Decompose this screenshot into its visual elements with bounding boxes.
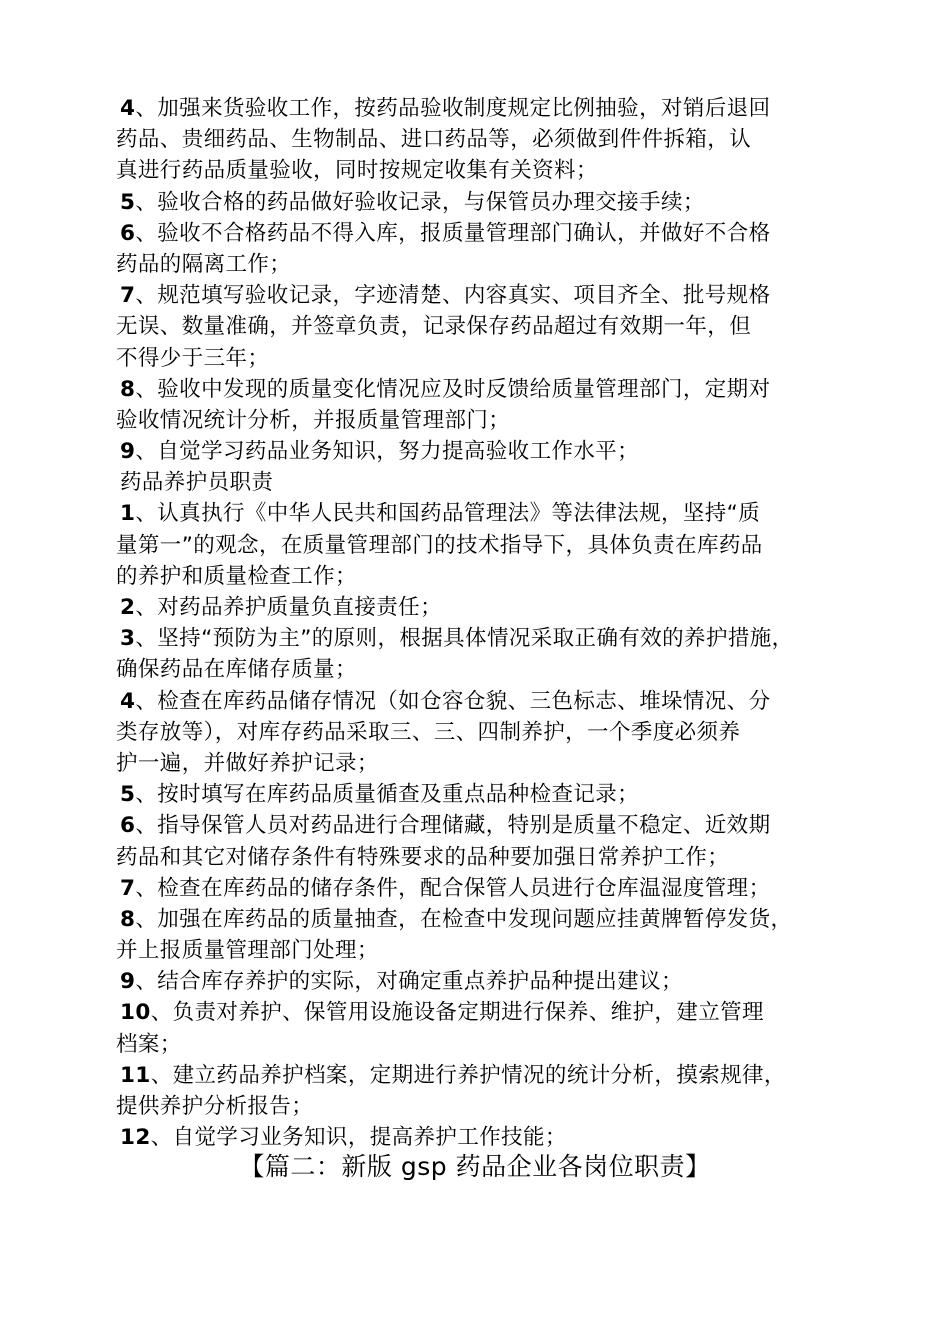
text-line bbox=[116, 1060, 856, 1091]
line-text: 、指导保管人员对药品进行合理储藏，特别是质量不稳定、近效期 bbox=[135, 813, 771, 839]
line-text: 不得少于三年； bbox=[116, 345, 270, 371]
text-line bbox=[116, 374, 856, 405]
item-number: 11 bbox=[120, 1062, 151, 1088]
item-number: 1 bbox=[120, 501, 136, 527]
text-line bbox=[116, 873, 856, 904]
item-number: 7 bbox=[120, 283, 136, 309]
item-number: 7 bbox=[120, 875, 136, 901]
line-text: 量第一”的观念，在质量管理部门的技术指导下，具体负责在库药品 bbox=[116, 532, 763, 558]
text-line bbox=[116, 935, 856, 966]
line-text: 并上报质量管理部门处理； bbox=[116, 938, 379, 964]
line-text: 、验收中发现的质量变化情况应及时反馈给质量管理部门，定期对 bbox=[135, 376, 771, 402]
line-text: 验收情况统计分析，并报质量管理部门； bbox=[116, 407, 511, 433]
text-line bbox=[116, 155, 856, 186]
line-text: 、加强来货验收工作，按药品验收制度规定比例抽验，对销后退回 bbox=[135, 96, 771, 121]
text-line bbox=[116, 561, 856, 592]
line-text: 、认真执行《中华人民共和国药品管理法》等法律法规，坚持“质 bbox=[135, 501, 761, 527]
text-line bbox=[116, 904, 856, 935]
line-text: 档案； bbox=[116, 1031, 182, 1057]
line-text: 药品和其它对储存条件有特殊要求的品种要加强日常养护工作； bbox=[116, 844, 730, 870]
line-text: 类存放等），对库存药品采取三、三、四制养护，一个季度必须养 bbox=[116, 719, 741, 745]
line-text: 、自觉学习药品业务知识，努力提高验收工作水平； bbox=[135, 439, 640, 465]
text-line bbox=[116, 717, 856, 748]
item-number: 12 bbox=[120, 1125, 151, 1151]
text-line bbox=[116, 530, 856, 561]
text-line bbox=[116, 187, 856, 218]
text-line bbox=[116, 654, 856, 685]
text-line bbox=[116, 467, 856, 498]
line-text: 药品养护员职责 bbox=[120, 470, 274, 496]
text-line bbox=[116, 966, 856, 997]
line-text: 无误、数量准确，并签章负责，记录保存药品超过有效期一年，但 bbox=[116, 314, 752, 340]
line-text: 、检查在库药品储存情况（如仓容仓貌、三色标志、堆垛情况、分 bbox=[135, 688, 771, 714]
text-line bbox=[116, 405, 856, 436]
text-line bbox=[116, 218, 856, 249]
line-text: 、按时填写在库药品质量循查及重点品种检查记录； bbox=[135, 782, 640, 808]
line-text: 护一遍，并做好养护记录； bbox=[116, 750, 379, 776]
text-line bbox=[116, 498, 856, 529]
item-number: 3 bbox=[120, 626, 136, 652]
item-number: 10 bbox=[120, 1000, 151, 1026]
line-text: 、坚持“预防为主”的原则，根据具体情况采取正确有效的养护措施， bbox=[135, 626, 794, 652]
item-number: 5 bbox=[120, 782, 136, 808]
text-line bbox=[116, 1122, 856, 1153]
item-number: 8 bbox=[120, 906, 136, 932]
line-text: 、检查在库药品的储存条件，配合保管人员进行仓库温湿度管理； bbox=[135, 875, 771, 901]
text-line bbox=[116, 93, 856, 124]
item-number: 6 bbox=[120, 220, 136, 246]
text-line bbox=[116, 997, 856, 1028]
section-heading: 【篇二：新版 gsp 药品企业各岗位职责】 bbox=[239, 1152, 711, 1181]
text-line bbox=[116, 623, 856, 654]
item-number: 9 bbox=[120, 439, 136, 465]
item-number: 9 bbox=[120, 969, 136, 995]
text-line bbox=[116, 779, 856, 810]
line-text: 确保药品在库储存质量； bbox=[116, 657, 357, 683]
line-text: 提供养护分析报告； bbox=[116, 1094, 314, 1119]
line-text: 、规范填写验收记录，字迹清楚、内容真实、项目齐全、批号规格 bbox=[135, 283, 771, 309]
line-text: 、自觉学习业务知识，提高养护工作技能； bbox=[150, 1125, 567, 1151]
item-number: 6 bbox=[120, 813, 136, 839]
line-text: 、建立药品养护档案，定期进行养护情况的统计分析，摸索规律， bbox=[150, 1062, 786, 1088]
text-line bbox=[116, 592, 856, 623]
text-line bbox=[116, 280, 856, 311]
text-line bbox=[116, 810, 856, 841]
line-text: 、验收合格的药品做好验收记录，与保管员办理交接手续； bbox=[135, 189, 705, 215]
text-line bbox=[116, 748, 856, 779]
line-text: 、结合库存养护的实际，对确定重点养护品种提出建议； bbox=[135, 969, 683, 995]
text-line bbox=[116, 343, 856, 374]
line-text: 、验收不合格药品不得入库，报质量管理部门确认，并做好不合格 bbox=[135, 220, 771, 246]
item-number: 2 bbox=[120, 595, 136, 620]
line-text: 药品、贵细药品、生物制品、进口药品等，必须做到件件拆箱，认 bbox=[116, 127, 752, 153]
text-line bbox=[116, 311, 856, 342]
text-line bbox=[116, 842, 856, 873]
item-number: 4 bbox=[120, 688, 136, 714]
line-text: 、对药品养护质量负直接责任； bbox=[135, 595, 442, 620]
text-line bbox=[116, 686, 856, 717]
document-body bbox=[116, 93, 856, 1153]
line-text: 、负责对养护、保管用设施设备定期进行保养、维护，建立管理 bbox=[150, 1000, 764, 1026]
text-line bbox=[116, 1091, 856, 1122]
text-line bbox=[116, 1029, 856, 1060]
line-text: 真进行药品质量验收，同时按规定收集有关资料； bbox=[116, 158, 598, 184]
line-text: 药品的隔离工作； bbox=[116, 251, 292, 277]
item-number: 5 bbox=[120, 189, 136, 215]
text-line bbox=[116, 249, 856, 280]
line-text: 、加强在库药品的质量抽查，在检查中发现问题应挂黄牌暂停发货， bbox=[135, 906, 793, 932]
text-line bbox=[116, 124, 856, 155]
line-text: 的养护和质量检查工作； bbox=[116, 563, 357, 589]
item-number: 4 bbox=[120, 96, 136, 121]
text-line bbox=[116, 436, 856, 467]
item-number: 8 bbox=[120, 376, 136, 402]
